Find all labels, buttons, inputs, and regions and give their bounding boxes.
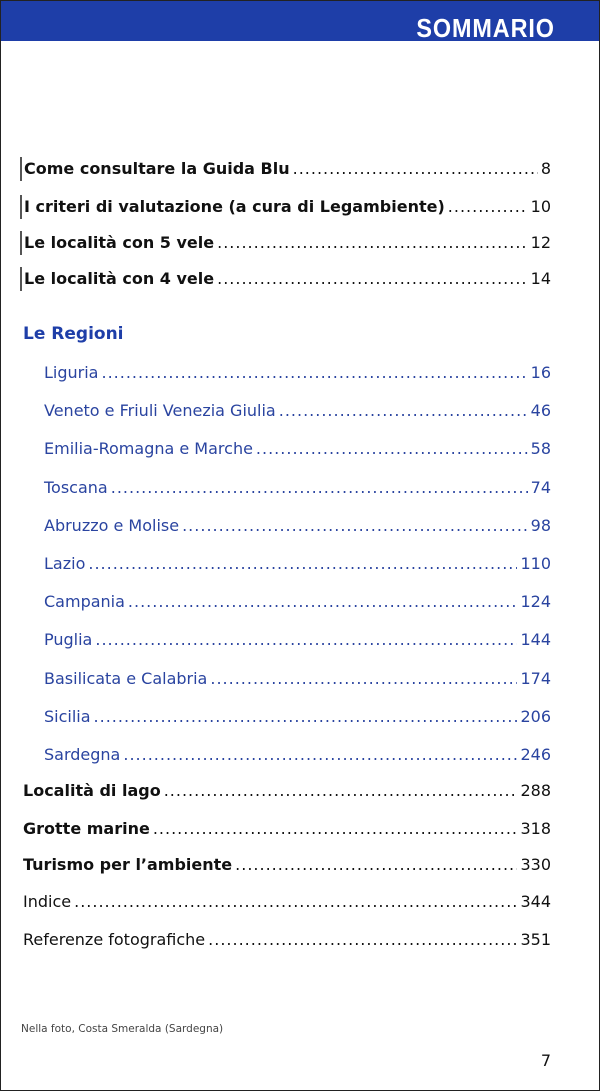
- dot-leader: [128, 592, 518, 612]
- dot-leader: [217, 233, 528, 253]
- dot-leader: [210, 669, 517, 689]
- toc-entry-label: Le località con 4 vele: [24, 269, 215, 288]
- toc-entry-label: I criteri di valutazione (a cura di Legambiente): [24, 197, 445, 216]
- toc-entry-page: 330: [520, 855, 551, 874]
- toc-entry-label: Basilicata e Calabria: [44, 669, 208, 688]
- toc-entry-page: 98: [530, 516, 551, 535]
- toc-entry-page: 110: [520, 554, 551, 573]
- toc-entry-turismo[interactable]: [23, 855, 551, 875]
- toc-entry-label: Abruzzo e Molise: [44, 516, 180, 535]
- toc-entry-label: Le località con 5 vele: [24, 233, 215, 252]
- toc-entry-veneto[interactable]: [44, 401, 551, 421]
- toc-entry-label: Località di lago: [23, 781, 161, 800]
- toc-entry-page: 174: [520, 669, 551, 688]
- toc-entry-puglia[interactable]: [44, 630, 551, 650]
- toc-entry-grotte[interactable]: [23, 819, 551, 839]
- dot-leader: [279, 401, 528, 421]
- dot-leader: [74, 892, 517, 912]
- dot-leader: [182, 516, 528, 536]
- dot-leader: [217, 269, 528, 289]
- toc-entry-abruzzo[interactable]: [44, 516, 551, 536]
- toc-entry-referenze[interactable]: [23, 930, 551, 950]
- toc-entry-page: 74: [530, 478, 551, 497]
- toc-entry-lazio[interactable]: [44, 554, 551, 574]
- toc-entry-emilia-romagna[interactable]: [44, 439, 551, 459]
- toc-entry-label: Lazio: [44, 554, 86, 573]
- dot-leader: [95, 630, 517, 650]
- toc-entry-page: 288: [520, 781, 551, 800]
- toc-entry-page: 124: [520, 592, 551, 611]
- toc-entry-5-vele[interactable]: [24, 233, 551, 253]
- dot-leader: [94, 707, 518, 727]
- toc-entry-page: 8: [540, 159, 551, 178]
- toc-entry-come-consultare[interactable]: [24, 159, 551, 179]
- dot-leader: [111, 478, 528, 498]
- toc-entry-4-vele[interactable]: [24, 269, 551, 289]
- toc-entry-page: 318: [520, 819, 551, 838]
- toc-entry-page: 144: [520, 630, 551, 649]
- toc-entry-page: 14: [530, 269, 551, 288]
- toc-entry-label: Emilia-Romagna e Marche: [44, 439, 253, 458]
- toc-entry-label: Liguria: [44, 363, 99, 382]
- toc-entry-label: Puglia: [44, 630, 93, 649]
- toc-entry-page: 12: [530, 233, 551, 252]
- dot-leader: [448, 197, 528, 217]
- toc-entry-criteri[interactable]: [24, 197, 551, 217]
- dot-leader: [101, 363, 527, 383]
- toc-entry-page: 351: [520, 930, 551, 949]
- toc-entry-toscana[interactable]: [44, 478, 551, 498]
- toc-entry-label: Come consultare la Guida Blu: [24, 159, 290, 178]
- toc-entry-page: 344: [520, 892, 551, 911]
- section-heading-regioni: Le Regioni: [23, 324, 124, 344]
- toc-entry-page: 246: [520, 745, 551, 764]
- toc-entry-label: Indice: [23, 892, 72, 911]
- toc-entry-page: 10: [530, 197, 551, 216]
- dot-leader: [153, 819, 518, 839]
- toc-entry-lago[interactable]: [23, 781, 551, 801]
- toc-entry-label: Veneto e Friuli Venezia Giulia: [44, 401, 276, 420]
- page-title: SOMMARIO: [416, 13, 555, 43]
- dot-leader: [123, 745, 517, 765]
- toc-entry-basilicata[interactable]: [44, 669, 551, 689]
- toc-entry-label: Turismo per l’ambiente: [23, 855, 233, 874]
- toc-entry-sardegna[interactable]: [44, 745, 551, 765]
- toc-entry-label: Sicilia: [44, 707, 91, 726]
- dot-leader: [256, 439, 528, 459]
- dot-leader: [88, 554, 517, 574]
- toc-entry-page: 206: [520, 707, 551, 726]
- dot-leader: [293, 159, 538, 179]
- dot-leader: [235, 855, 517, 875]
- toc-entry-label: Sardegna: [44, 745, 121, 764]
- toc-entry-page: 46: [530, 401, 551, 420]
- page-number: 7: [540, 1051, 551, 1070]
- dot-leader: [208, 930, 517, 950]
- photo-caption: Nella foto, Costa Smeralda (Sardegna): [21, 1023, 224, 1035]
- toc-entry-page: 58: [530, 439, 551, 458]
- toc-entry-label: Grotte marine: [23, 819, 150, 838]
- toc-entry-liguria[interactable]: [44, 363, 551, 383]
- toc-entry-label: Toscana: [44, 478, 108, 497]
- dot-leader: [164, 781, 518, 801]
- toc-entry-label: Referenze fotografiche: [23, 930, 206, 949]
- toc-entry-indice[interactable]: [23, 892, 551, 912]
- toc-entry-campania[interactable]: [44, 592, 551, 612]
- toc-entry-page: 16: [530, 363, 551, 382]
- toc-entry-sicilia[interactable]: [44, 707, 551, 727]
- toc-entry-label: Campania: [44, 592, 125, 611]
